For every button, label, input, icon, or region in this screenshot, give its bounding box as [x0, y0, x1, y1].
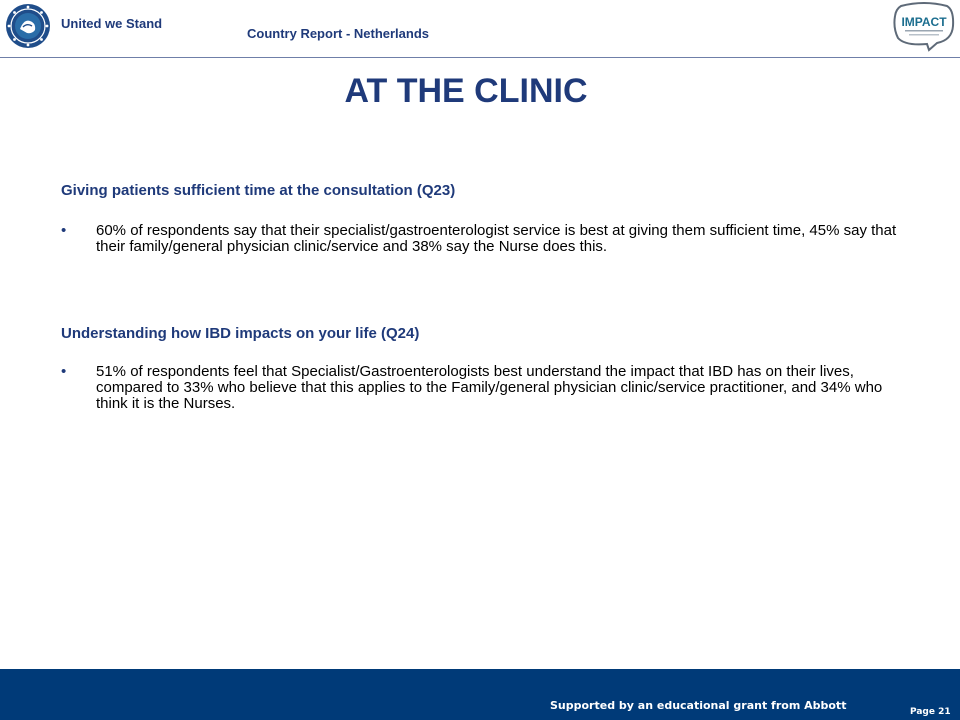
page-title: AT THE CLINIC — [344, 72, 588, 110]
section-title-q23: Giving patients sufficient time at the consultation (Q23) — [61, 182, 456, 199]
page-number: Page 21 — [910, 707, 951, 717]
sponsor-note: Supported by an educational grant from Abbott — [550, 699, 847, 712]
bullet-text: 51% of respondents feel that Specialist/Gastroenterologists best understand the impact that IBD has on their lives, compared to 33% who believe that this applies to the Family/general physician clinic/service practitioner, and 34% who think it is the Nurses. — [96, 363, 883, 412]
bullet-text: 60% of respondents say that their specialist/gastroenterologist service is best at giving them sufficient time, 45% say that their family/general physician clinic/service and 38% say the Nurse does this. — [96, 222, 897, 255]
bullet-q24 — [61, 364, 901, 412]
page-header — [0, 0, 960, 58]
impact-speech-bubble-logo-icon — [893, 2, 955, 52]
page-footer — [0, 669, 960, 720]
section-title-q24: Understanding how IBD impacts on your life (Q24) — [61, 325, 420, 342]
brand-name: United we Stand — [61, 16, 163, 31]
impact-logo-text: IMPACT — [901, 15, 947, 29]
bullet-marker: • — [61, 222, 67, 239]
hands-circle-logo-icon — [5, 3, 51, 49]
bullet-marker: • — [61, 363, 67, 380]
header-divider — [0, 57, 960, 58]
bullet-q23 — [61, 223, 901, 255]
report-title: Country Report - Netherlands — [247, 26, 430, 41]
